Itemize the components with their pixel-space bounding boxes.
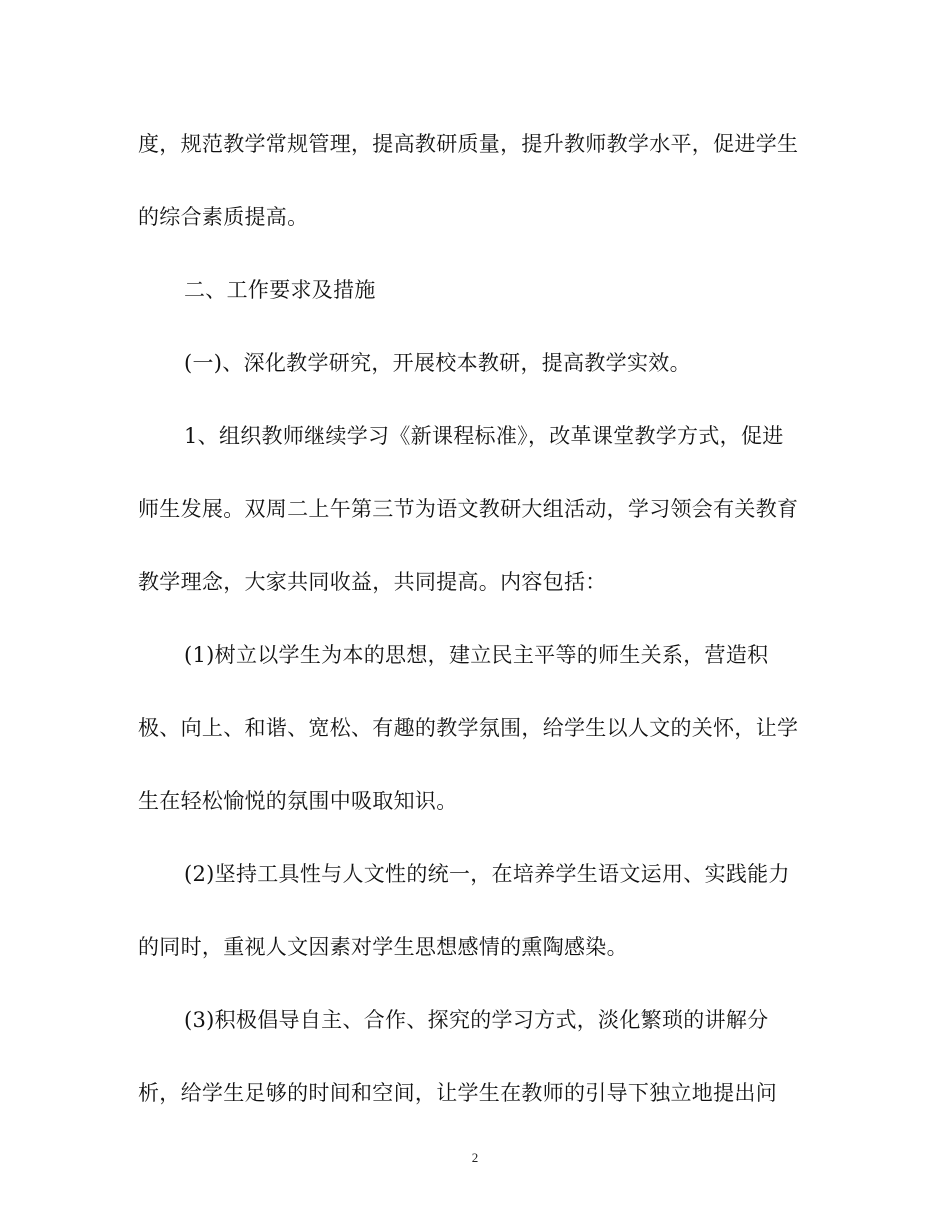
text-line: (2)坚持工具性与人文性的统一，在培养学生语文运用、实践能力 [184,862,790,886]
text-line: (1)树立以学生为本的思想，建立民主平等的师生关系，营造积 [184,643,769,667]
text-line: 1、组织教师继续学习《新课程标准》，改革课堂教学方式，促进 [184,424,784,448]
text-line: 析，给学生足够的时间和空间，让学生在教师的引导下独立地提出问 [138,1081,777,1105]
text-line: 生在轻松愉悦的氛围中吸取知识。 [138,789,458,813]
text-line: 极、向上、和谐、宽松、有趣的教学氛围，给学生以人文的关怀，让学 [138,716,799,740]
subsection-heading: (一)、深化教学研究，开展校本教研，提高教学实效。 [184,351,691,375]
text-line: (3)积极倡导自主、合作、探究的学习方式，淡化繁琐的讲解分 [184,1008,769,1032]
section-heading: 二、工作要求及措施 [184,278,376,302]
text-line: 的同时，重视人文因素对学生思想感情的熏陶感染。 [138,935,628,959]
text-line: 的综合素质提高。 [138,205,309,229]
text-line: 教学理念，大家共同收益，共同提高。内容包括： [138,570,607,594]
text-line: 师生发展。双周二上午第三节为语文教研大组活动，学习领会有关教育 [138,497,799,521]
page-number: 2 [471,1150,479,1165]
text-line: 度，规范教学常规管理，提高教研质量，提升教师教学水平，促进学生 [138,132,799,156]
